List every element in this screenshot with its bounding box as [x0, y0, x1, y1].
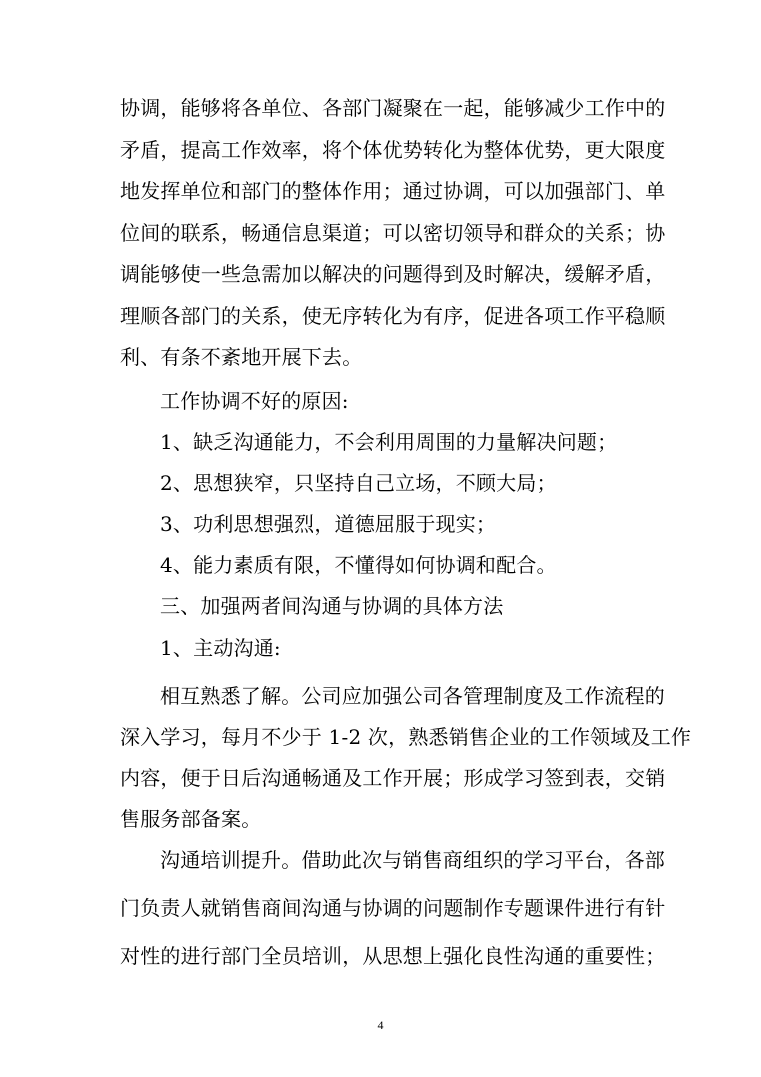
list-item-2: 2、思想狭窄，只坚持自己立场，不顾大局；	[160, 471, 557, 495]
subheading-active-communication: 1、主动沟通:	[160, 636, 281, 660]
text-line-7: 利、有条不紊地开展下去。	[120, 345, 363, 369]
paragraph-mutual-understanding-line-4: 售服务部备案。	[120, 807, 262, 831]
text-line-6: 理顺各部门的关系，使无序转化为有序，促进各项工作平稳顺	[120, 303, 666, 328]
list-item-3: 3、功利思想强烈，道德屈服于现实；	[160, 512, 497, 536]
paragraph-mutual-understanding-line-2: 深入学习，每月不少于 1-2 次，熟悉销售企业的工作领域及工作	[120, 725, 692, 749]
text-line-2: 矛盾，提高工作效率，将个体优势转化为整体优势，更大限度	[120, 137, 666, 162]
list-item-4: 4、能力素质有限，不懂得如何协调和配合。	[160, 553, 557, 577]
section-heading-causes: 工作协调不好的原因:	[160, 389, 349, 413]
text-line-1: 协调，能够将各单位、各部门凝聚在一起，能够减少工作中的	[120, 96, 666, 120]
text-line-4: 位间的联系，畅通信息渠道；可以密切领导和群众的关系；协	[120, 220, 666, 245]
text-line-3: 地发挥单位和部门的整体作用；通过协调，可以加强部门、单	[120, 179, 666, 203]
paragraph-training-line-3: 对性的进行部门全员培训，从思想上强化良性沟通的重要性；	[120, 944, 666, 968]
paragraph-mutual-understanding-line-1: 相互熟悉了解。公司应加强公司各管理制度及工作流程的	[160, 684, 665, 708]
paragraph-training-line-1: 沟通培训提升。借助此次与销售商组织的学习平台，各部	[160, 848, 665, 872]
page-number: 4	[377, 1018, 384, 1032]
section-heading-methods: 三、加强两者间沟通与协调的具体方法	[160, 594, 504, 618]
text-line-5: 调能够使一些急需加以解决的问题得到及时解决，缓解矛盾，	[120, 262, 666, 286]
list-item-1: 1、缺乏沟通能力，不会利用周围的力量解决问题；	[160, 430, 618, 454]
paragraph-training-line-2: 门负责人就销售商间沟通与协调的问题制作专题课件进行有针	[120, 896, 666, 920]
paragraph-mutual-understanding-line-3: 内容，便于日后沟通畅通及工作开展；形成学习签到表，交销	[120, 766, 666, 790]
